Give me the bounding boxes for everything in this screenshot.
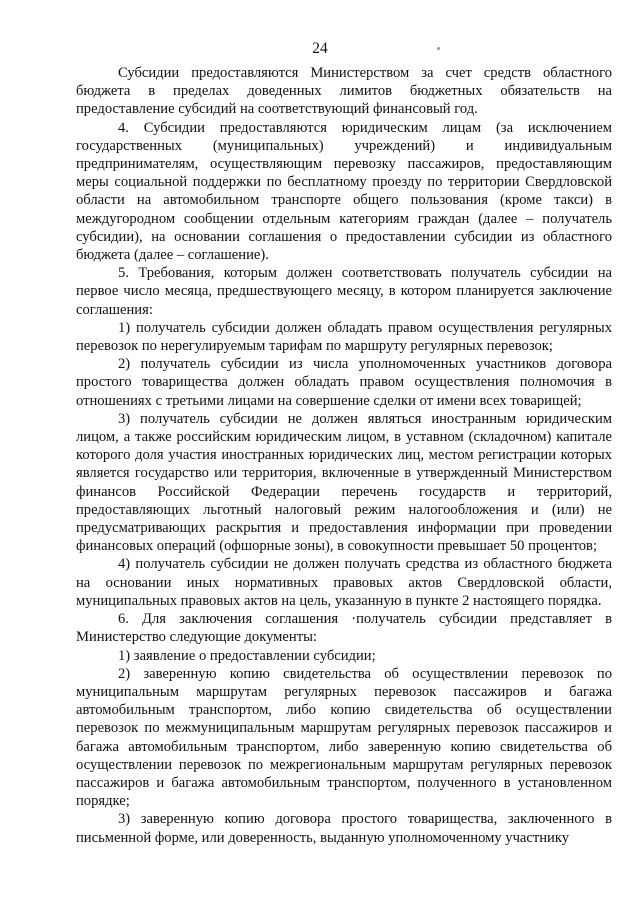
paragraph-item-6-2: 2) заверенную копию свидетельства об осуществлении перевозок по муниципальным маршрутам регулярных перевозок пассажиров и багажа автомобильным транспортом, либо копию свидетельства об осуществлении перевозок по межмуниципальным маршрутам регулярных перевозок пассажиров и багажа автомобильным транспортом, либо заверенную копию свидетельства об осуществлении перевозок по межрегиональным маршрутам регулярных перевозок пассажиров и багажа автомобильным транспортом, полученного в установленном порядке; <box>76 665 612 810</box>
document-body <box>76 64 612 847</box>
paragraph-item-4: 4. Субсидии предоставляются юридическим лицам (за исключением государственных (муниципальных) учреждений) и индивидуальным предпринимателям, осуществляющим перевозку пассажиров, предоставляющим меры социальной поддержки по бесплатному проезду по территории Свердловской области на автомобильном транспорте общего пользования (кроме такси) в междугородном сообщении отдельным категориям граждан (далее – получатель субсидии), на основании соглашения о предоставлении субсидии из областного бюджета (далее – соглашение). <box>76 119 612 264</box>
paragraph-item-5-3: 3) получатель субсидии не должен являться иностранным юридическим лицом, а также российским юридическим лицом, в уставном (складочном) капитале которого доля участия иностранных юридических лиц, местом регистрации которых является государство или территория, включенные в утвержденный Министерством финансов Российской Федерации перечень государств и территорий, предоставляющих льготный налоговый режим налогообложения и (или) не предусматривающих раскрытия и предоставления информации при проведении финансовых операций (офшорные зоны), в совокупности превышает 50 процентов; <box>76 410 612 555</box>
page-number: 24 <box>312 40 328 57</box>
paragraph-subsidy-funding: Субсидии предоставляются Министерством за счет средств областного бюджета в пределах доведенных лимитов бюджетных обязательств на предоставление субсидий на соответствующий финансовый год. <box>76 65 612 118</box>
paragraph-item-5-2: 2) получатель субсидии из числа уполномоченных участников договора простого товарищества должен обладать правом осуществления полномочия в отношениях с третьими лицами на совершение сделки от имени всех товарищей; <box>76 356 612 409</box>
paragraph-item-5-4: 4) получатель субсидии не должен получать средства из областного бюджета на основании иных нормативных правовых актов Свердловской области, муниципальных правовых актов на цель, указанную в пункте 2 настоящего порядка. <box>76 556 612 609</box>
paragraph-item-6-1: 1) заявление о предоставлении субсидии; <box>118 647 376 664</box>
paragraph-item-6-3: 3) заверенную копию договора простого товарищества, заключенного в письменной форме, или доверенность, выданную уполномоченному участнику <box>76 811 612 846</box>
paragraph-item-6: 6. Для заключения соглашения ·получатель субсидии представляет в Министерство следующие документы: <box>76 611 612 646</box>
paragraph-item-5: 5. Требования, которым должен соответствовать получатель субсидии на первое число месяца, предшествующего месяцу, в котором планируется заключение соглашения: <box>76 265 612 318</box>
paragraph-item-5-1: 1) получатель субсидии должен обладать правом осуществления регулярных перевозок по нерегулируемым тарифам по маршруту регулярных перевозок; <box>76 319 612 355</box>
scan-speck <box>437 47 440 50</box>
